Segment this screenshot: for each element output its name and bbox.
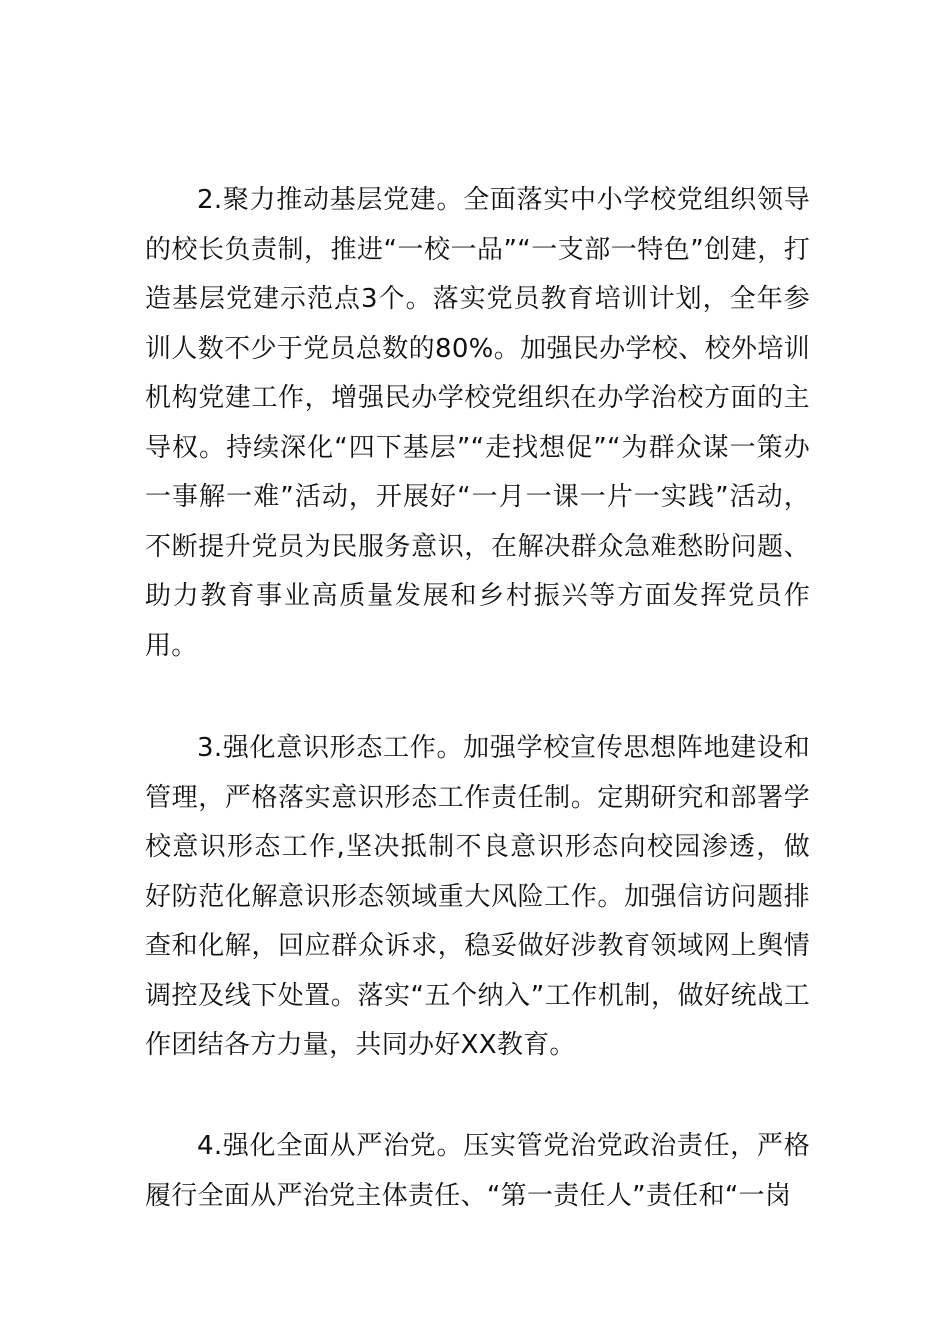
paragraph-grassroots-party-building: 2.聚力推动基层党建。全面落实中小学校党组织领导的校长负责制，推进“一校一品”“一支部一特色”创建，打造基层党建示范点3个。落实党员教育培训计划，全年参训人数不少于党员总数的80%。加强民办学校、校外培训机构党建工作，增强民办学校党组织在办学治校方面的主导权。持续深化“四下基层”“走找想促”“为群众谋一策办一事解一难”活动，开展好“一月一课一片一实践”活动，不断提升党员为民服务意识，在解决群众急难愁盼问题、助力教育事业高质量发展和乡村振兴等方面发挥党员作用。	[145, 185, 810, 661]
paragraph-ideology-work: 3.强化意识形态工作。加强学校宣传思想阵地建设和管理，严格落实意识形态工作责任制。定期研究和部署学校意识形态工作,坚决抵制不良意识形态向校园渗透，做好防范化解意识形态领域重大风险工作。加强信访问题排查和化解，回应群众诉求，稳妥做好涉教育领域网上舆情调控及线下处置。落实“五个纳入”工作机制，做好统战工作团结各方力量，共同办好XX教育。	[145, 733, 810, 1060]
paragraph-strict-party-governance: 4.强化全面从严治党。压实管党治党政治责任，严格履行全面从严治党主体责任、“第一责任人”责任和“一岗	[145, 1131, 810, 1211]
